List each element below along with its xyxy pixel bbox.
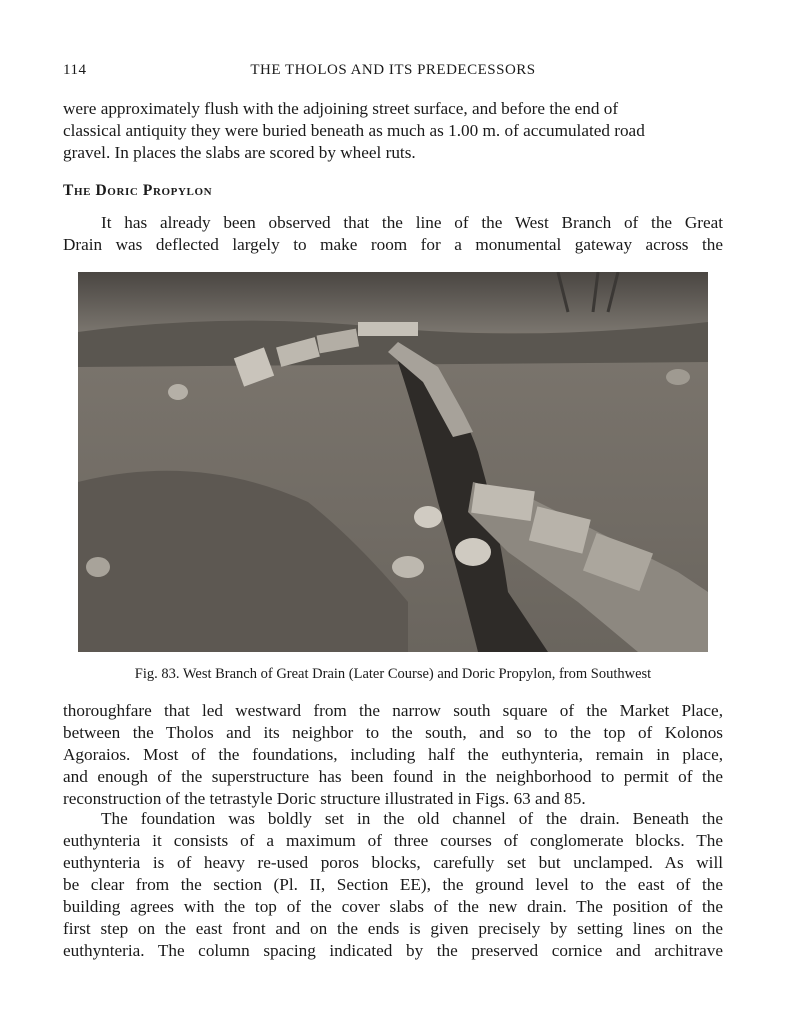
page-number: 114 [63,62,87,78]
text-line: reconstruction of the tetrastyle Doric structure illustrated in Figs. 63 and 85. [63,789,586,808]
text-line: classical antiquity they were buried beneath as much as 1.00 m. of accumulated road [63,121,645,140]
photo-illustration [78,272,708,652]
figure-caption: Fig. 83. West Branch of Great Drain (Later Course) and Doric Propylon, from Southwest [134,666,652,682]
text-line: euthynteria is of heavy re-used poros blocks, carefully set but unclamped. As will [63,853,723,872]
text-line: between the Tholos and its neighbor to the south, and so to the top of Kolonos [63,723,723,742]
running-title: THE THOLOS AND ITS PREDECESSORS [250,62,536,78]
text-line: were approximately flush with the adjoining street surface, and before the end of [63,99,619,118]
paragraph-foundation [63,808,723,962]
paragraph-intro [63,212,723,256]
text-line: The foundation was boldly set in the old channel of the drain. Beneath the [101,809,723,828]
text-line: gravel. In places the slabs are scored by wheel ruts. [63,143,416,162]
text-line: euthynteria. The column spacing indicated by the preserved cornice and architrave [63,941,723,960]
page-header [63,62,723,84]
section-heading: The Doric Propylon [63,182,213,199]
text-line: be clear from the section (Pl. II, Section EE), the ground level to the east of the [63,875,723,894]
excavation-photograph [78,272,708,652]
text-line: euthynteria it consists of a maximum of three courses of conglomerate blocks. The [63,831,723,850]
paragraph-after-figure [63,700,723,810]
paragraph-continued [63,98,723,164]
text-line: first step on the east front and on the ends is given precisely by setting lines on the [63,919,723,938]
text-line: and enough of the superstructure has been found in the neighborhood to permit of the [63,767,723,786]
text-line: It has already been observed that the line of the West Branch of the Great [101,213,723,232]
text-line: building agrees with the top of the cover slabs of the new drain. The position of the [63,897,723,916]
text-line: thoroughfare that led westward from the narrow south square of the Market Place, [63,701,723,720]
text-line: Agoraios. Most of the foundations, including half the euthynteria, remain in place, [63,745,723,764]
text-line: Drain was deflected largely to make room for a monumental gateway across the [63,235,723,254]
